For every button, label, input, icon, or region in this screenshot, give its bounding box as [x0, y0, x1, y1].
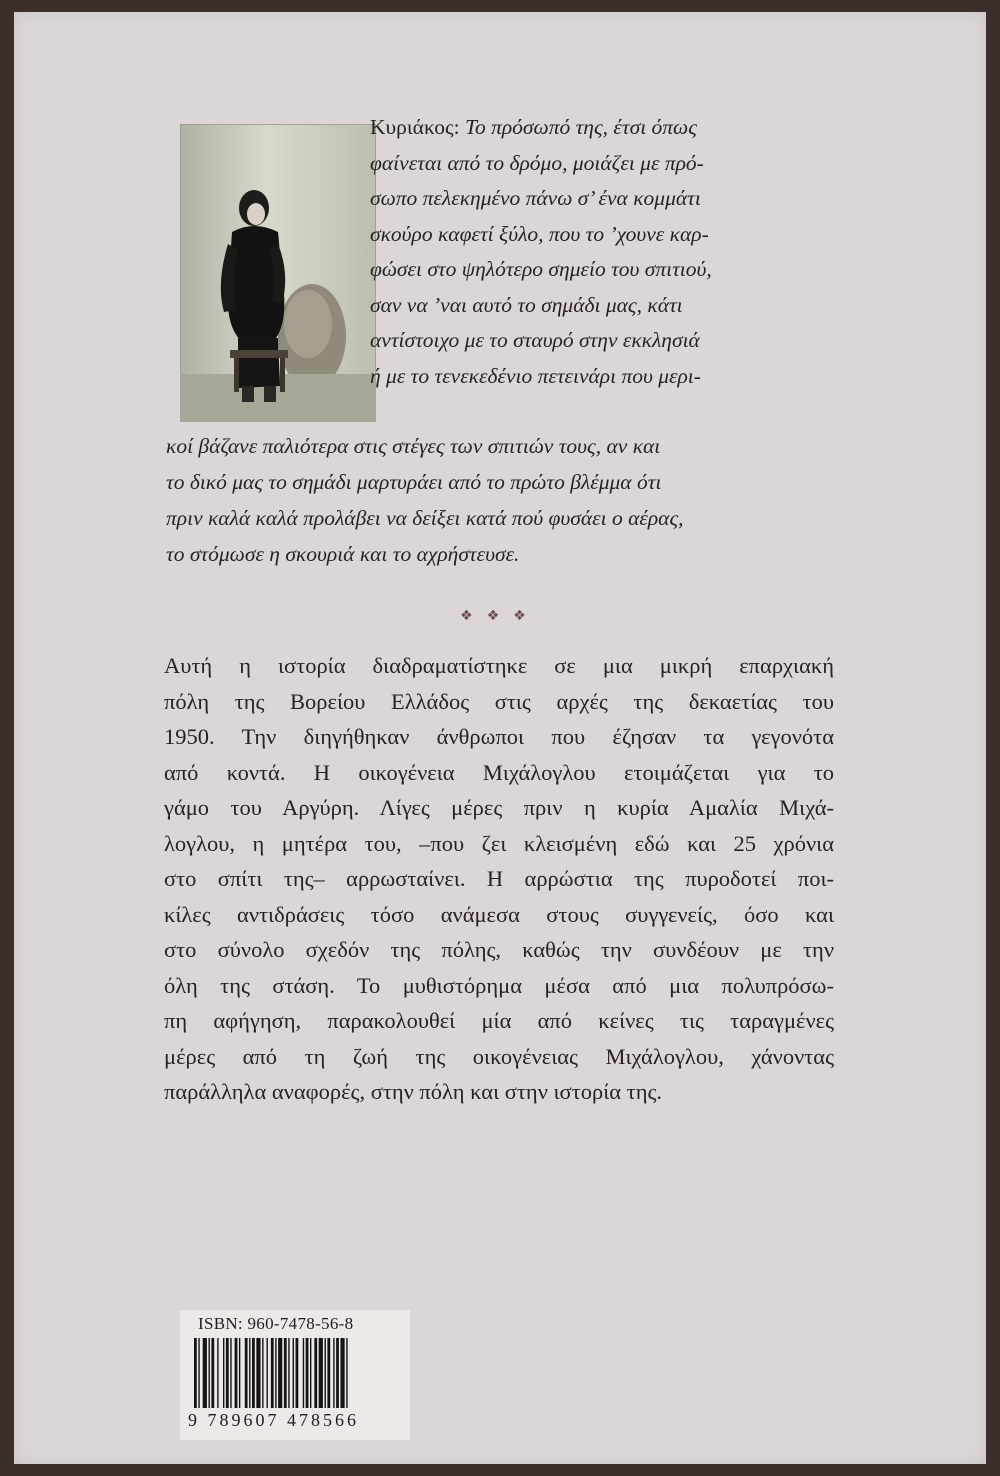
quote-line: σαν να ’ναι αυτό το σημάδι μας, κάτι: [370, 292, 683, 317]
blurb-line: όλη της στάση. Το μυθιστόρημα μέσα από μια πολυπρόσω-: [164, 972, 834, 998]
barcode-bar: [293, 1338, 294, 1408]
barcode-bar: [310, 1338, 311, 1408]
quote-line-1: [370, 110, 830, 146]
barcode-panel: [180, 1310, 410, 1440]
barcode-bar: [336, 1338, 339, 1408]
quote-line: το δικό μας το σημάδι μαρτυράει από το πρώτο βλέμμα ότι: [166, 470, 662, 494]
barcode-digits: 9 789607 478566: [188, 1410, 359, 1430]
blurb-line: πη αφήγηση, παρακολουθεί μία από κείνες τις ταραγμένες: [164, 1008, 834, 1033]
blurb-line: από κοντά. Η οικογένεια Μιχάλογλου ετοιμάζεται για το: [164, 759, 834, 785]
barcode-bar: [245, 1338, 248, 1408]
barcode-bar: [314, 1338, 317, 1408]
quote-speaker: Κυριάκος:: [370, 115, 460, 139]
barcode-bar: [319, 1338, 323, 1408]
barcode-bar: [284, 1338, 287, 1408]
quote-line: φώσει στο ψηλότερο σημείο του σπιτιού,: [370, 257, 712, 281]
blurb-paragraph: [164, 648, 834, 1110]
author-photo-woman-seated: [180, 124, 376, 422]
barcode-bar: [226, 1338, 229, 1408]
blurb-line: Αυτή η ιστορία διαδραματίστηκε σε μια μικρή επαρχιακή: [164, 653, 834, 678]
quote-line: πριν καλά καλά προλάβει να δείξει κατά πού φυσάει ο αέρας,: [166, 506, 684, 530]
blurb-line: 1950. Την διηγήθηκαν άνθρωποι που έζησαν τα γεγονότα: [164, 724, 834, 749]
barcode-bar: [288, 1338, 289, 1408]
quote-line: φαίνεται από το δρόμο, μοιάζει με πρό-: [370, 150, 704, 175]
quote-block: [166, 110, 830, 566]
barcode-bar: [235, 1338, 238, 1408]
barcode-bar: [198, 1338, 199, 1408]
barcode-bar: [211, 1338, 214, 1408]
quote-line: το στόμωσε η σκουριά και το αχρήστευσε.: [166, 542, 520, 566]
barcode-bar: [325, 1338, 326, 1408]
barcode-bar: [223, 1338, 224, 1408]
quote-line-text: Το πρόσωπό της, έτσι όπως: [464, 115, 697, 139]
quote-line: σκούρο καφετί ξύλο, που το ’χουνε καρ-: [370, 221, 709, 246]
barcode-bar: [194, 1338, 197, 1408]
barcode-bar: [267, 1338, 268, 1408]
quote-line: σωπο πελεκημένο πάνω σ’ ένα κομμάτι: [370, 186, 701, 210]
barcode-bar: [275, 1338, 276, 1408]
barcode-bar: [306, 1338, 309, 1408]
photo-illustration: [180, 124, 376, 422]
barcode-bar: [296, 1338, 299, 1408]
barcode-bar: [252, 1338, 255, 1408]
barcode-bar: [327, 1338, 330, 1408]
blurb-line: κίλες αντιδράσεις τόσο ανάμεσα στους συγγενείς, όσο και: [164, 901, 834, 927]
barcode-bar: [262, 1338, 263, 1408]
barcode-bar: [217, 1338, 218, 1408]
quote-line: κοί βάζανε παλιότερα στις στέγες των σπιτιών τους, αν και: [166, 434, 661, 458]
barcode-bar: [203, 1338, 207, 1408]
barcode-bar: [340, 1338, 344, 1408]
blurb-line: στο σύνολο σχεδόν της πόλης, καθώς την συνδέουν με την: [164, 937, 834, 962]
quote-line: αντίστοιχο με το σταυρό στην εκκλησιά: [370, 328, 700, 352]
blurb-line: πόλη της Βορείου Ελλάδος στις αρχές της δεκαετίας του: [164, 688, 834, 714]
blurb-line: στο σπίτι της– αρρωσταίνει. Η αρρώστια της πυροδοτεί ποι-: [164, 866, 834, 891]
barcode-bar: [249, 1338, 250, 1408]
isbn-label: ISBN: 960-7478-56-8: [198, 1314, 354, 1333]
barcode-bar: [303, 1338, 304, 1408]
section-ornament: ❖❖❖: [460, 608, 540, 624]
barcode-bar: [271, 1338, 274, 1408]
barcode-bar: [256, 1338, 260, 1408]
barcode-bar: [209, 1338, 210, 1408]
blurb-line: παράλληλα αναφορές, στην πόλη και στην ιστορία της.: [164, 1079, 662, 1104]
blurb-line: γάμο του Αργύρη. Λίγες μέρες πριν η κυρία Αμαλία Μιχά-: [164, 795, 834, 820]
blurb-line: μέρες από τη ζωή της οικογένειας Μιχάλογλου, χάνοντας: [164, 1043, 834, 1069]
barcode-bar: [278, 1338, 282, 1408]
blurb-line: λογλου, η μητέρα του, –που ζει κλεισμένη εδώ και 25 χρόνια: [164, 830, 834, 856]
barcode-bar: [239, 1338, 240, 1408]
barcode-bar: [230, 1338, 231, 1408]
barcode-bar: [346, 1338, 347, 1408]
barcode-bar: [333, 1338, 334, 1408]
quote-line: ή με το τενεκεδένιο πετεινάρι που μερι-: [370, 363, 701, 388]
barcode-icon: [188, 1338, 402, 1410]
